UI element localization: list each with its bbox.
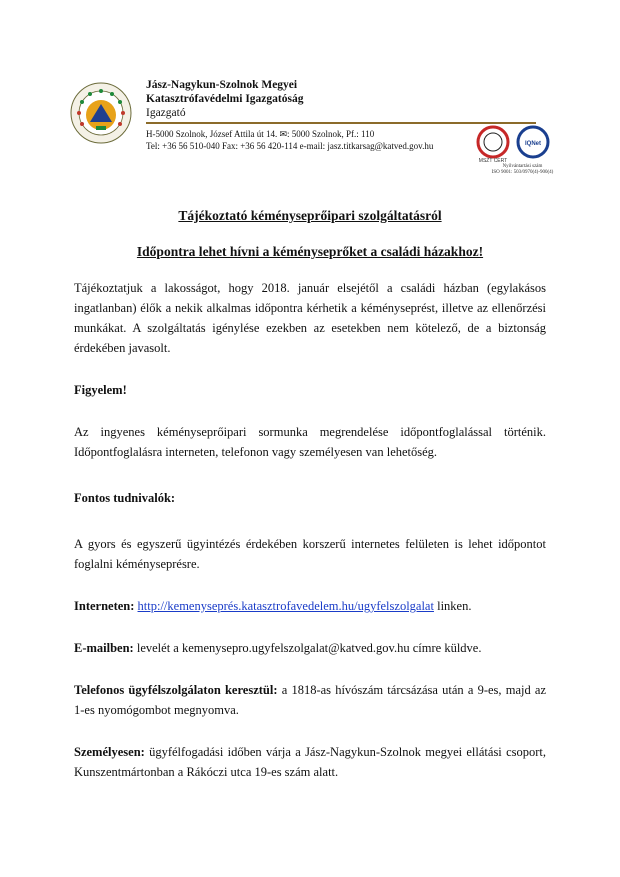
email-label: E-mailben: (74, 641, 134, 655)
internet-suffix: linken. (433, 599, 472, 613)
iqnet-label: IQNet (524, 141, 542, 147)
internet-label: Interneten: (74, 599, 135, 613)
booking-link[interactable]: http://kemenyseprés.katasztrofavedelem.hu/ugyfelszolgalat (137, 599, 434, 613)
address-block (146, 128, 433, 152)
phone-text: a 1818-as hívószám tárcsázása után a 9-es, majd az 1-es nyomógombot megnyomva. (74, 683, 546, 717)
org-role: Igazgató (146, 107, 186, 119)
email-text: levelét a kemenysepro.ugyfelszolgalat@katved.gov.hu címre küldve. (133, 641, 482, 655)
email-line (74, 638, 546, 658)
intro-paragraph: Tájékoztatjuk a lakosságot, hogy 2018. január elsejétől a családi házban (egylakásos ingatlanban) élők a nekik alkalmas időpontra kérhetik a kéményseprést, illetve az ellenőrzési munkákat. A szolgáltatás igénylése ezekben az esetekben nem kötelező, de a biztonság érdekében javasolt. (74, 281, 546, 355)
document-body (74, 206, 546, 782)
fontos-paragraph: A gyors és egyszerű ügyintézés érdekében korszerű internetes felületen is lehet időpontot foglalni kéményseprésre. (74, 537, 546, 571)
figyelem-paragraph: Az ingyenes kéményseprőipari sormunka megrendelése időpontfoglalással történik. Időpontfoglalásra interneten, telefonon vagy személyesen van lehetőség. (74, 425, 546, 459)
organization-name (146, 78, 303, 120)
personal-line (74, 742, 546, 782)
personal-label: Személyesen: (74, 745, 145, 759)
street-address: H-5000 Szolnok, József Attila út 14. (146, 129, 278, 139)
phone-line (74, 680, 546, 720)
certification-caption (475, 164, 570, 176)
contact-line: Tel: +36 56 510-040 Fax: +36 56 420-114 e-mail: jasz.titkarsag@katved.gov.hu (146, 141, 434, 151)
mszt-cert-icon (478, 127, 508, 164)
org-county: Jász-Nagykun-Szolnok Megyei (146, 79, 298, 91)
personal-text: ügyfélfogadási időben várja a Jász-Nagykun-Szolnok megyei ellátási csoport, Kunszentmártonban a Rákóczi utca 19-es szám alatt. (74, 745, 546, 779)
fontos-heading: Fontos tudnivalók: (74, 491, 176, 505)
org-directorate: Katasztrófavédelmi Igazgatóság (146, 93, 304, 105)
cert-caption-2: ISO 9001: 503/0970(4)-900(4) (491, 170, 554, 175)
document-title: Tájékoztató kéményseprőipari szolgáltatásról (178, 208, 442, 223)
letterhead (70, 76, 554, 180)
phone-label: Telefonos ügyfélszolgálaton keresztül: (74, 683, 278, 697)
figyelem-heading: Figyelem! (74, 383, 127, 397)
mszt-label: MSZT CERT (478, 158, 508, 164)
cert-caption-1: Nyilvántartási szám (502, 164, 543, 169)
disaster-management-emblem-icon (70, 82, 132, 144)
postal-address: : 5000 Szolnok, Pf.: 110 (287, 129, 375, 139)
iqnet-icon (518, 127, 548, 157)
document-subtitle: Időpontra lehet hívni a kéményseprőket a családi házakhoz! (136, 244, 484, 259)
internet-line (74, 596, 546, 616)
envelope-icon: ✉ (279, 129, 288, 139)
